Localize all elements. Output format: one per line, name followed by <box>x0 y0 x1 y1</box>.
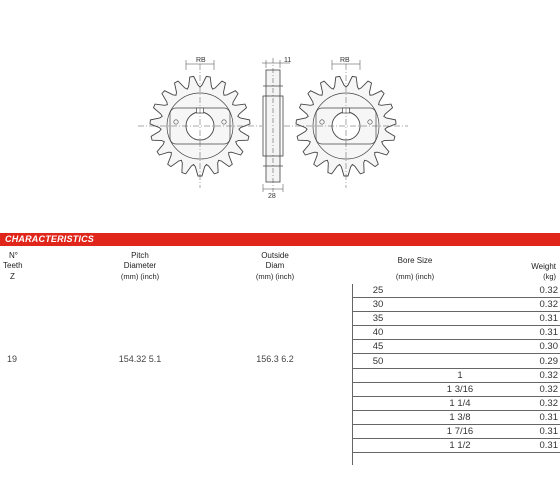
weight-header-units: (kg) <box>543 272 556 281</box>
weight-value: 0.31 <box>539 327 558 339</box>
table-row <box>352 397 560 411</box>
bore-mm-value: 25 <box>372 285 384 296</box>
teeth-header-line1: N° <box>9 251 18 260</box>
table-row <box>352 284 560 298</box>
weight-value: 0.31 <box>539 426 558 437</box>
bore-inch-value: 1 1/2 <box>449 440 471 452</box>
characteristics-banner <box>0 233 560 246</box>
table-row <box>352 383 560 397</box>
bore-mm-value: 40 <box>372 327 384 339</box>
pitch-header-line1: Pitch <box>131 251 149 260</box>
teeth-header-line3: Z <box>10 272 15 281</box>
sprocket-drawing <box>0 0 560 224</box>
weight-value: 0.32 <box>539 397 558 409</box>
table-row <box>352 439 560 453</box>
table-row <box>352 355 560 369</box>
bore-mm-value: 30 <box>372 299 384 311</box>
weight-value: 0.31 <box>539 313 558 325</box>
weight-value: 0.31 <box>539 440 558 452</box>
outside-header-line2: Diam <box>265 261 285 270</box>
outside-header-units: (mm) (inch) <box>255 272 295 281</box>
bore-mm-value: 35 <box>372 313 384 325</box>
bore-mm-value: 45 <box>372 341 384 353</box>
width-dimension-label: 11 <box>284 57 292 64</box>
sprocket-side-view <box>262 58 290 192</box>
hub-dimension-label: 28 <box>268 193 276 200</box>
weight-value: 0.29 <box>539 355 558 367</box>
table-row <box>352 425 560 439</box>
rb-label-right: RB <box>340 57 350 64</box>
bore-header-line1: Bore Size <box>397 256 433 265</box>
table-row <box>352 340 560 354</box>
table-row <box>352 298 560 312</box>
weight-value: 0.32 <box>539 299 558 311</box>
section-title: CHARACTERISTICS <box>5 234 95 244</box>
outside-header-line1: Outside <box>261 251 289 260</box>
bore-inch-value: 1 3/16 <box>446 383 474 395</box>
bore-inch-value: 1 3/8 <box>449 411 471 423</box>
pitch-value: 154.32 5.1 <box>118 354 162 364</box>
weight-value: 0.30 <box>539 341 558 353</box>
table-row <box>352 312 560 326</box>
table-row <box>352 326 560 340</box>
bore-inch-value: 1 <box>457 369 463 381</box>
rb-label-left: RB <box>196 57 206 64</box>
weight-value: 0.32 <box>539 285 558 296</box>
teeth-header-line2: Teeth <box>3 261 23 270</box>
weight-header-line1: Weight <box>531 262 556 271</box>
weight-value: 0.32 <box>539 369 558 381</box>
bore-inch-value: 1 1/4 <box>449 397 471 409</box>
table-row <box>352 411 560 425</box>
weight-value: 0.31 <box>539 411 558 423</box>
weight-value: 0.32 <box>539 383 558 395</box>
bore-header-units: (mm) (inch) <box>395 272 435 281</box>
outside-value: 156.3 6.2 <box>256 354 294 364</box>
sprocket-front-view-right <box>284 60 408 188</box>
pitch-header-line2: Diameter <box>123 261 157 270</box>
bore-mm-value: 50 <box>372 355 384 367</box>
teeth-value: 19 <box>7 354 18 364</box>
sprocket-front-view-left <box>138 60 262 188</box>
bore-inch-value: 1 7/16 <box>446 426 474 437</box>
table-row <box>352 369 560 383</box>
pitch-header-units: (mm) (inch) <box>120 272 160 281</box>
